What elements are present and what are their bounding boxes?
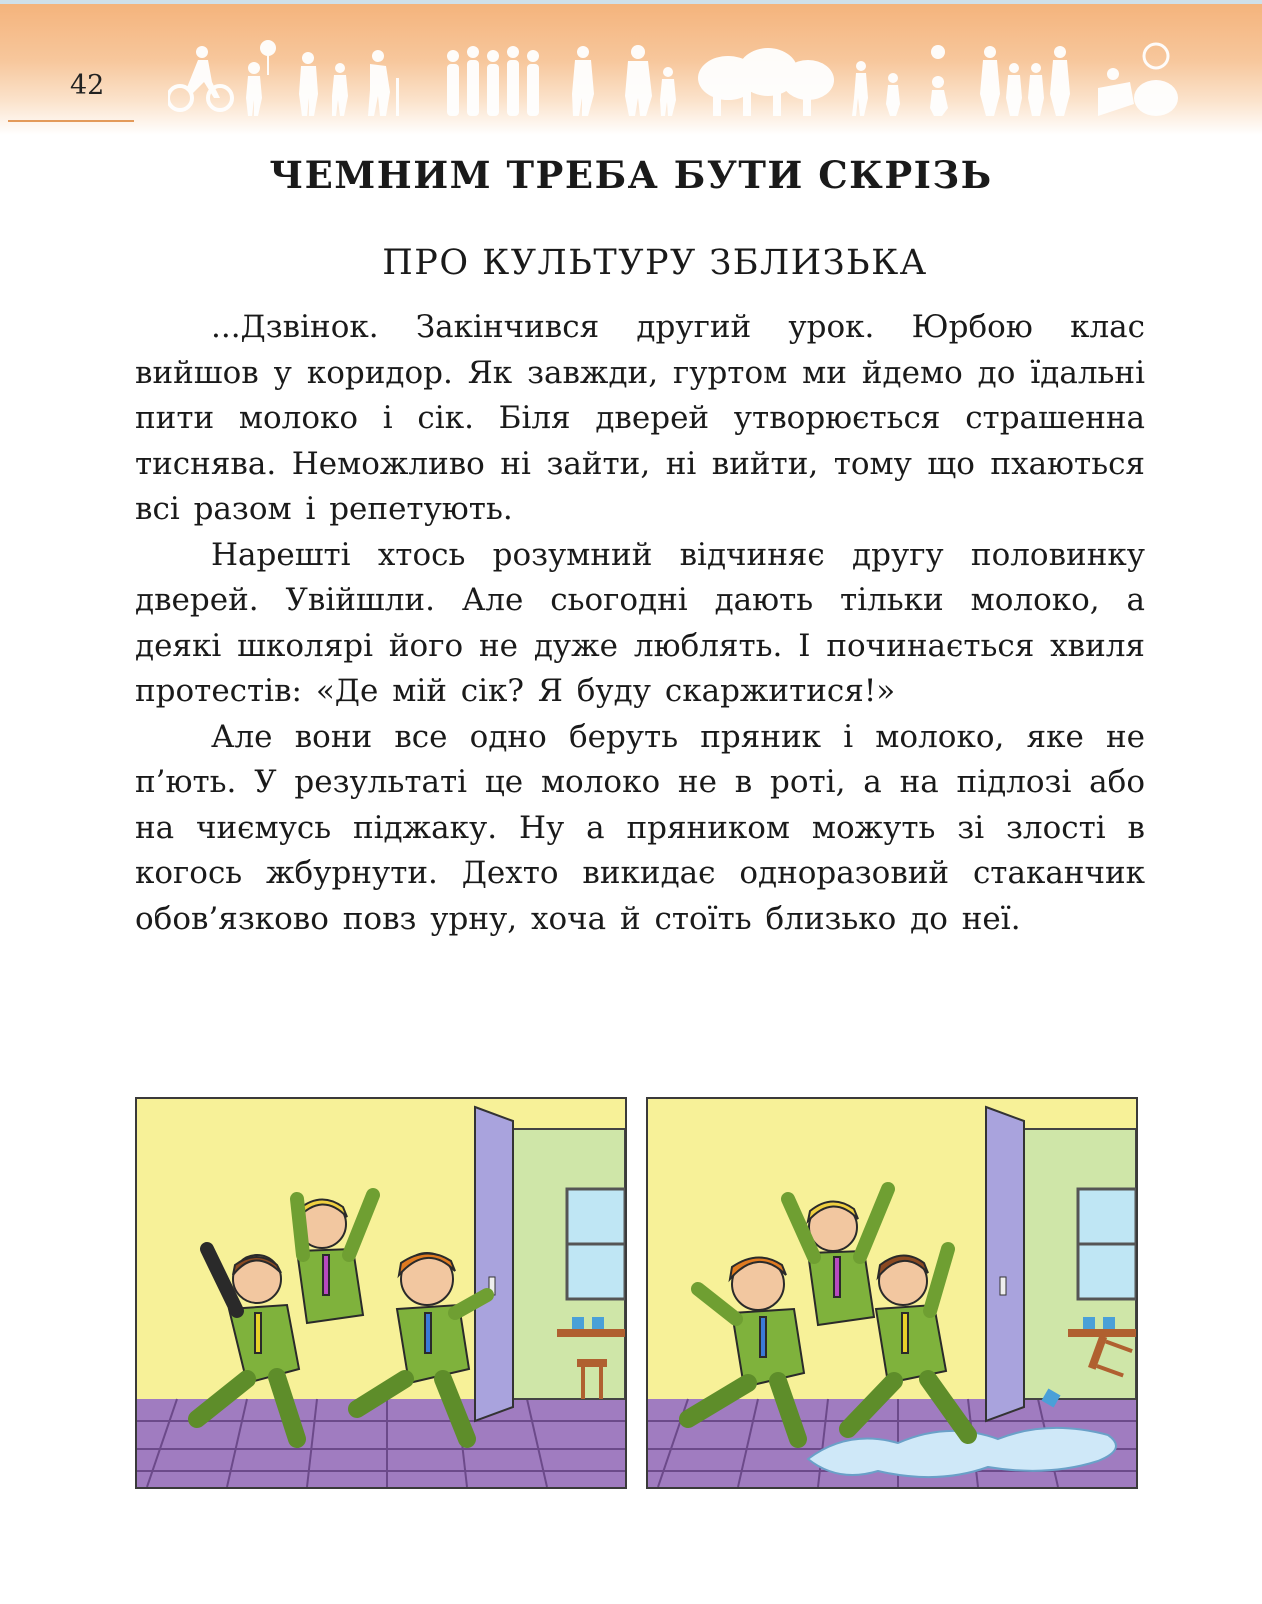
illustration-crowd-at-door <box>135 1097 627 1489</box>
page-title: ЧЕМНИМ ТРЕБА БУТИ СКРІЗЬ <box>269 153 993 197</box>
paragraph-3: Але вони все одно беруть пряник і молоко, яке не п’ють. У результаті це молоко не в роті, а на підлозі або на чиємусь піджаку. Ну а пряником можуть зі злості в когось жбурнути. Дехто викидає одноразовий стаканчик обов’язково повз урну, хоча й стоїть близько до неї. <box>135 718 1145 937</box>
people-silhouettes-decoration <box>168 38 1178 118</box>
section-subtitle: ПРО КУЛЬТУРУ ЗБЛИЗЬКА <box>382 243 928 283</box>
paragraph-2: Нарешті хтось розумний відчиняє другу половинку дверей. Увійшли. Але сьогодні дають тільки молоко, а деякі школярі його не дуже люблять. І починається хвиля протестів: «Де мій сік? Я буду скаржитися!» <box>135 536 1145 709</box>
illustrations <box>135 1097 1147 1493</box>
story-text <box>135 305 1145 942</box>
illustration-spilled-milk <box>646 1097 1138 1489</box>
page-number: 42 <box>70 70 105 101</box>
page-number-rule <box>8 120 134 122</box>
header-top-line <box>0 0 1262 4</box>
paragraph-1: ...Дзвінок. Закінчився другий урок. Юрбою клас вийшов у коридор. Як завжди, гуртом ми йдемо до їдальні пити молоко і сік. Біля дверей утворюється страшенна тиснява. Неможливо ні зайти, ні вийти, тому що пхаються всі разом і репетують. <box>135 309 1145 527</box>
